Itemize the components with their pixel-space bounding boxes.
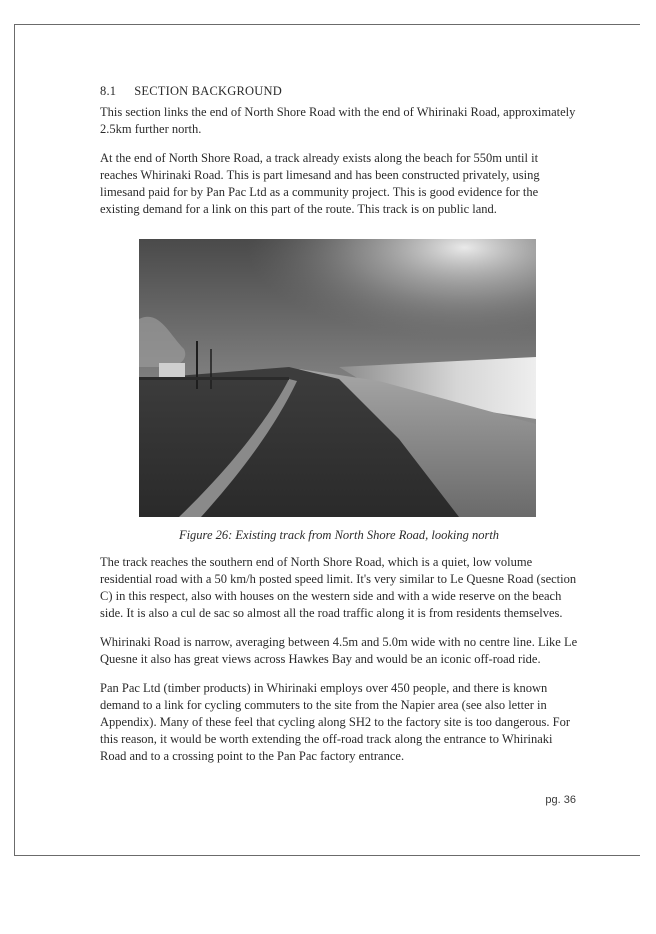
page-frame-left-border — [14, 24, 15, 856]
paragraph: This section links the end of North Shore Road with the end of Whirinaki Road, approximately 2.5km further north. — [100, 105, 576, 136]
page-number: pg. 36 — [545, 794, 576, 806]
section-heading — [100, 84, 578, 99]
photo-house — [159, 363, 185, 377]
paragraph: Whirinaki Road is narrow, averaging between 4.5m and 5.0m wide with no centre line. Like Le Quesne it also has great views across Hawkes Bay and would be an iconic off-road ride. — [100, 635, 578, 666]
track-photo — [139, 239, 536, 517]
section-details — [100, 554, 578, 777]
section-intro — [100, 84, 578, 230]
photo-fence — [139, 377, 289, 380]
paragraph: At the end of North Shore Road, a track already exists along the beach for 550m until it reaches Whirinaki Road. This is part limesand and has been constructed privately, using limesand paid for by Pan Pac Ltd as a community project. This is good evidence for the existing demand for a link on this part of the route. This track is on public land. — [100, 151, 540, 216]
paragraph: The track reaches the southern end of North Shore Road, which is a quiet, low volume residential road with a 50 km/h posted speed limit. It's very similar to Le Quesne Road (section C) in this respect, also with houses on the western side and with a wide reserve on the beach side. It is also a cul de sac so almost all the road traffic along it is from residents themselves. — [100, 555, 577, 620]
figure-caption: Figure 26: Existing track from North Shore Road, looking north — [178, 528, 500, 542]
page-frame-top-border — [14, 24, 640, 25]
paragraph: Pan Pac Ltd (timber products) in Whirinaki employs over 450 people, and there is known demand to a link for cycling commuters to the site from the Napier area (see also letter in Appendix). Many of these feel that cycling along SH2 to the factory site is too dangerous. For this reason, it would be worth extending the off-road track along the entrance to Whirinaki Road and to a crossing point to the Pan Pac factory entrance. — [100, 681, 571, 763]
page-frame-bottom-border — [14, 855, 640, 856]
section-title: SECTION BACKGROUND — [134, 84, 282, 98]
section-number: 8.1 — [100, 84, 117, 98]
